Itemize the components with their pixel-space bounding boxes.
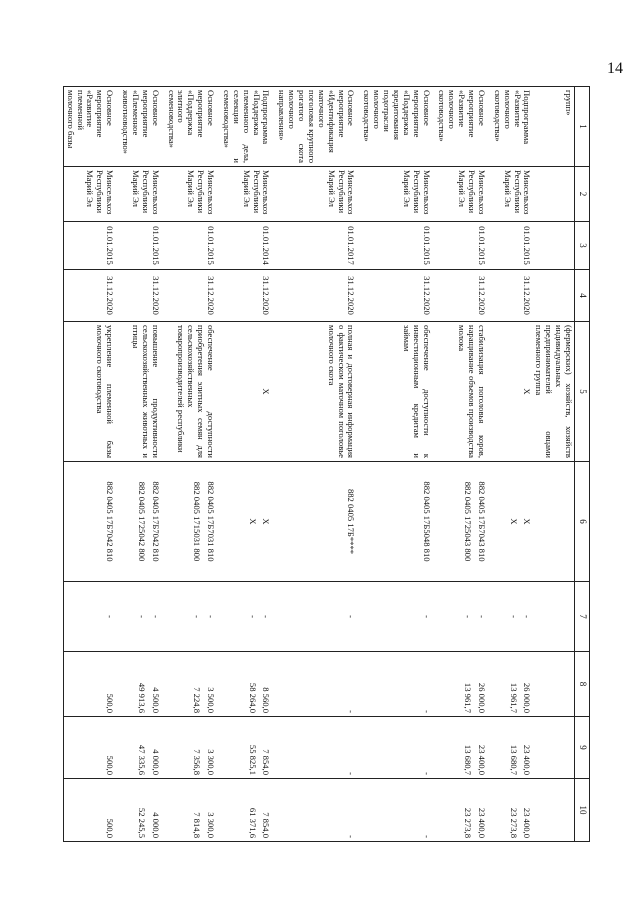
row-spacer — [115, 87, 119, 842]
row-spacer — [357, 87, 361, 842]
cell-executor: Минсельхоз Республики Марий Эл — [119, 167, 161, 222]
table-row — [220, 87, 271, 842]
table-row — [533, 87, 575, 842]
cell-executor: Минсельхоз Республики Марий Эл — [63, 167, 115, 222]
cell-budget-code-line: X — [508, 518, 519, 525]
table-row — [119, 87, 161, 842]
cell-amount-10-line: 23 400,0 — [477, 807, 487, 838]
cell-col7-line: - — [261, 615, 272, 618]
cell-col7 — [361, 582, 432, 652]
cell-measure-name: Подпрограмма «Развитие молочного скотоводства» — [491, 87, 533, 167]
col-header-2: 2 — [575, 167, 590, 222]
cell-budget-code-line: 882 0405 17Б7043 810 — [477, 481, 487, 562]
cell-amount-10-line: 23 273,8 — [508, 807, 519, 838]
cell-expected-result: X — [491, 322, 533, 462]
cell-budget-code — [63, 462, 115, 582]
cell-end-date: 31.12.2020 — [436, 270, 487, 322]
cell-executor: Минсельхоз Республики Марий Эл — [436, 167, 487, 222]
cell-col7-line: - — [150, 615, 161, 618]
cell-amount-10 — [361, 779, 432, 842]
cell-amount-8-line: 7 224,8 — [192, 687, 203, 713]
cell-measure-name: Основное мероприятие «Развитие молочного скотоводства» — [436, 87, 487, 167]
cell-budget-code-line: X — [261, 518, 272, 525]
cell-amount-8-line: 26 000,0 — [477, 682, 487, 713]
cell-col7 — [63, 582, 115, 652]
page-number: 14 — [607, 60, 623, 77]
cell-col7 — [276, 582, 357, 652]
cell-amount-9-line: 13 680,7 — [463, 744, 474, 775]
cell-result: (фермерских) хозяйств, хозяйств индивидуальных предпринимателей овцами племенного группа — [533, 322, 575, 462]
cell-amount-10-line: 4 000,0 — [150, 812, 161, 838]
cell-amount-9 — [119, 717, 161, 779]
cell-amount-9-line: 47 335,6 — [136, 744, 147, 775]
cell-amount-9 — [63, 717, 115, 779]
cell-amount-8 — [361, 652, 432, 717]
cell-col7 — [491, 582, 533, 652]
cell-amount-10-line: 23 400,0 — [522, 807, 533, 838]
cell-amount-9-line: 23 400,0 — [477, 744, 487, 775]
cell-col7-line: - — [136, 615, 147, 618]
cell-amount-9-line: 7 854,0 — [261, 749, 272, 775]
cell-amount-10-line: - — [421, 835, 432, 838]
cell-end-date: 31.12.2020 — [63, 270, 115, 322]
cell-col7-line: - — [206, 615, 217, 618]
cell-amount-9-line: - — [346, 772, 357, 775]
row-spacer — [161, 87, 165, 842]
cell-budget-code-line: 882 0405 1725043 800 — [463, 481, 474, 562]
cell-col7-line: - — [346, 615, 357, 618]
cell-executor: Минсельхоз Республики Марий Эл — [220, 167, 271, 222]
header-row — [575, 87, 590, 842]
col-header-8: 8 — [575, 652, 590, 717]
cell-measure-name: Основное мероприятие «Идентификация маточного поголовья крупного рогатого скота молочного направления» — [276, 87, 357, 167]
cell-start-date: 01.01.2015 — [119, 222, 161, 270]
cell-budget-code-line: X — [247, 518, 258, 525]
col-header-3: 3 — [575, 222, 590, 270]
cell-amount-8 — [220, 652, 271, 717]
cell-budget-code-line: 882 0405 17Б7042 810 — [105, 481, 116, 562]
table-row — [436, 87, 487, 842]
cell-amount-8 — [276, 652, 357, 717]
cell-amount-9 — [276, 717, 357, 779]
cell-start-date: 01.01.2014 — [220, 222, 271, 270]
table-row — [276, 87, 357, 842]
cell-amount-10-line: 7 814,8 — [192, 812, 203, 838]
cell-amount-8 — [436, 652, 487, 717]
cell-col7-line: - — [105, 615, 116, 618]
cell-end-date: 31.12.2020 — [220, 270, 271, 322]
cell-expected-result: обеспечение доступности приобретения элитных семян для сельскохозяйственных товаропроизводителей республики — [165, 322, 216, 462]
cell-budget-code-line: X — [522, 518, 533, 525]
cell-amount-10 — [436, 779, 487, 842]
col-header-4: 4 — [575, 270, 590, 322]
cell-amount-9-line: 7 356,8 — [192, 749, 203, 775]
cell-amount-8-line: 4 500,0 — [150, 687, 161, 713]
col-header-7: 7 — [575, 582, 590, 652]
col-header-10: 10 — [575, 779, 590, 842]
cell-amount-9-line: 13 680,7 — [508, 744, 519, 775]
cell-budget-code — [220, 462, 271, 582]
col-header-1: 1 — [575, 87, 590, 167]
cell-amount-8-line: 49 913,6 — [136, 682, 147, 713]
cell-expected-result: повышение продуктивности сельскохозяйственных животных и птицы — [119, 322, 161, 462]
cell-amount-10-line: 61 371,6 — [247, 807, 258, 838]
cell-amount-9-line: 23 400,0 — [522, 744, 533, 775]
cell-budget-code-line: 882 0405 17Б7042 810 — [150, 481, 161, 562]
cell-end-date: 31.12.2020 — [276, 270, 357, 322]
cell-start-date: 01.01.2015 — [63, 222, 115, 270]
table-row — [63, 87, 115, 842]
cell-budget-code — [361, 462, 432, 582]
cell-amount-9 — [361, 717, 432, 779]
cell-budget-code — [165, 462, 216, 582]
cell-col7 — [436, 582, 487, 652]
cell-col7-line: - — [463, 615, 474, 618]
cell-col7-line: - — [477, 615, 487, 618]
cell-amount-8-line: 58 264,0 — [247, 682, 258, 713]
row-spacer — [216, 87, 220, 842]
cell-amount-10 — [491, 779, 533, 842]
cell-end-date: 31.12.2020 — [361, 270, 432, 322]
cell-amount-9-line: 3 300,0 — [206, 749, 217, 775]
cell-start-date: 01.01.2015 — [361, 222, 432, 270]
cell-budget-code-line: 882 0405 1725042 800 — [136, 481, 147, 562]
cell-col7-line: - — [522, 615, 533, 618]
cell-amount-10-line: 52 245,5 — [136, 807, 147, 838]
cell-budget-code — [276, 462, 357, 582]
table-row — [491, 87, 533, 842]
cell-budget-code — [436, 462, 487, 582]
cell-measure-name: Основное мероприятие «Поддержка кредитования подотрасли молочного скотоводства» — [361, 87, 432, 167]
cell-amount-10-line: 23 273,8 — [463, 807, 474, 838]
cell-measure-name: Основное мероприятие «Поддержка элитного семеноводства» — [165, 87, 216, 167]
cell-expected-result: обеспечение доступности к инвестиционным кредитам и займам — [361, 322, 432, 462]
cell-amount-8-line: - — [346, 710, 357, 713]
cell-expected-result: укрепление племенной базы молочного скотоводства — [63, 322, 115, 462]
cell-budget-code-line: 882 0405 1715031 800 — [192, 481, 203, 562]
cell-amount-9 — [436, 717, 487, 779]
cell-amount-9-line: - — [421, 772, 432, 775]
cell-expected-result: стабилизация поголовья коров, наращивание объемов производства молока — [436, 322, 487, 462]
cell-amount-8-line: 26 000,0 — [522, 682, 533, 713]
program-table-rotated — [65, 86, 590, 841]
cell-col7-line: - — [192, 615, 203, 618]
cell-start-date: 01.01.2017 — [276, 222, 357, 270]
col-header-5: 5 — [575, 322, 590, 462]
cell-amount-9-line: 55 825,1 — [247, 744, 258, 775]
row-spacer — [272, 87, 276, 842]
cell-executor: Минсельхоз Республики Марий Эл — [276, 167, 357, 222]
cell-amount-9-line: 4 000,0 — [150, 749, 161, 775]
cell-budget-code — [491, 462, 533, 582]
cell-amount-10 — [165, 779, 216, 842]
cell-expected-result: полная и достоверная информация о фактическом маточном поголовье молочного скота — [276, 322, 357, 462]
cell-amount-9 — [165, 717, 216, 779]
cell-amount-8 — [491, 652, 533, 717]
cell-amount-8-line: 13 961,7 — [508, 682, 519, 713]
cell-col7 — [220, 582, 271, 652]
cell-amount-8-line: - — [421, 710, 432, 713]
cell-amount-10 — [276, 779, 357, 842]
cell-measure: групп» — [533, 87, 575, 167]
col-header-9: 9 — [575, 717, 590, 779]
cell-budget-code — [119, 462, 161, 582]
cell-end-date: 31.12.2020 — [119, 270, 161, 322]
cell-amount-10-line: 3 300,0 — [206, 812, 217, 838]
cell-col7 — [165, 582, 216, 652]
program-table — [63, 86, 590, 842]
cell-col7-line: - — [421, 615, 432, 618]
row-spacer — [432, 87, 436, 842]
cell-col7-line: - — [508, 615, 519, 618]
cell-amount-8 — [63, 652, 115, 717]
cell-measure-name: Подпрограмма «Поддержка племенного дела, селекции и семеноводства» — [220, 87, 271, 167]
cell-end-date: 31.12.2020 — [491, 270, 533, 322]
cell-budget-code-line: 882 0405 17Б5048 810 — [421, 481, 432, 562]
cell-amount-8 — [119, 652, 161, 717]
col-header-6: 6 — [575, 462, 590, 582]
cell-col7-line: - — [247, 615, 258, 618]
cell-amount-9 — [491, 717, 533, 779]
cell-amount-10 — [63, 779, 115, 842]
cell-executor: Минсельхоз Республики Марий Эл — [165, 167, 216, 222]
cell-start-date: 01.01.2015 — [436, 222, 487, 270]
cell-amount-10-line: 500,0 — [105, 818, 116, 838]
cell-amount-10-line: 7 854,0 — [261, 812, 272, 838]
cell-col7 — [119, 582, 161, 652]
cell-amount-10 — [119, 779, 161, 842]
cell-amount-8 — [165, 652, 216, 717]
cell-end-date: 31.12.2020 — [165, 270, 216, 322]
cell-measure-name: Основное мероприятие «Развитие племенной молочного базы — [63, 87, 115, 167]
cell-amount-10-line: - — [346, 835, 357, 838]
cell-amount-8-line: 8 560,0 — [261, 687, 272, 713]
cell-expected-result: X — [220, 322, 271, 462]
cell-amount-9 — [220, 717, 271, 779]
cell-start-date: 01.01.2015 — [165, 222, 216, 270]
cell-amount-9-line: 500,0 — [105, 755, 116, 775]
table-row — [361, 87, 432, 842]
cell-budget-code-line: 882 0405 17Б**** — [346, 488, 357, 555]
table-row — [165, 87, 216, 842]
cell-budget-code-line: 882 0405 17Б7031 810 — [206, 481, 217, 562]
cell-amount-10 — [220, 779, 271, 842]
cell-amount-8-line: 3 500,0 — [206, 687, 217, 713]
row-spacer — [487, 87, 491, 842]
cell-executor: Минсельхоз Республики Марий Эл — [491, 167, 533, 222]
cell-executor: Минсельхоз Республики Марий Эл — [361, 167, 432, 222]
cell-amount-8-line: 500,0 — [105, 693, 116, 713]
cell-amount-8-line: 13 961,7 — [463, 682, 474, 713]
cell-start-date: 01.01.2015 — [491, 222, 533, 270]
cell-measure-name: Основное мероприятие «Племенное животноводство» — [119, 87, 161, 167]
